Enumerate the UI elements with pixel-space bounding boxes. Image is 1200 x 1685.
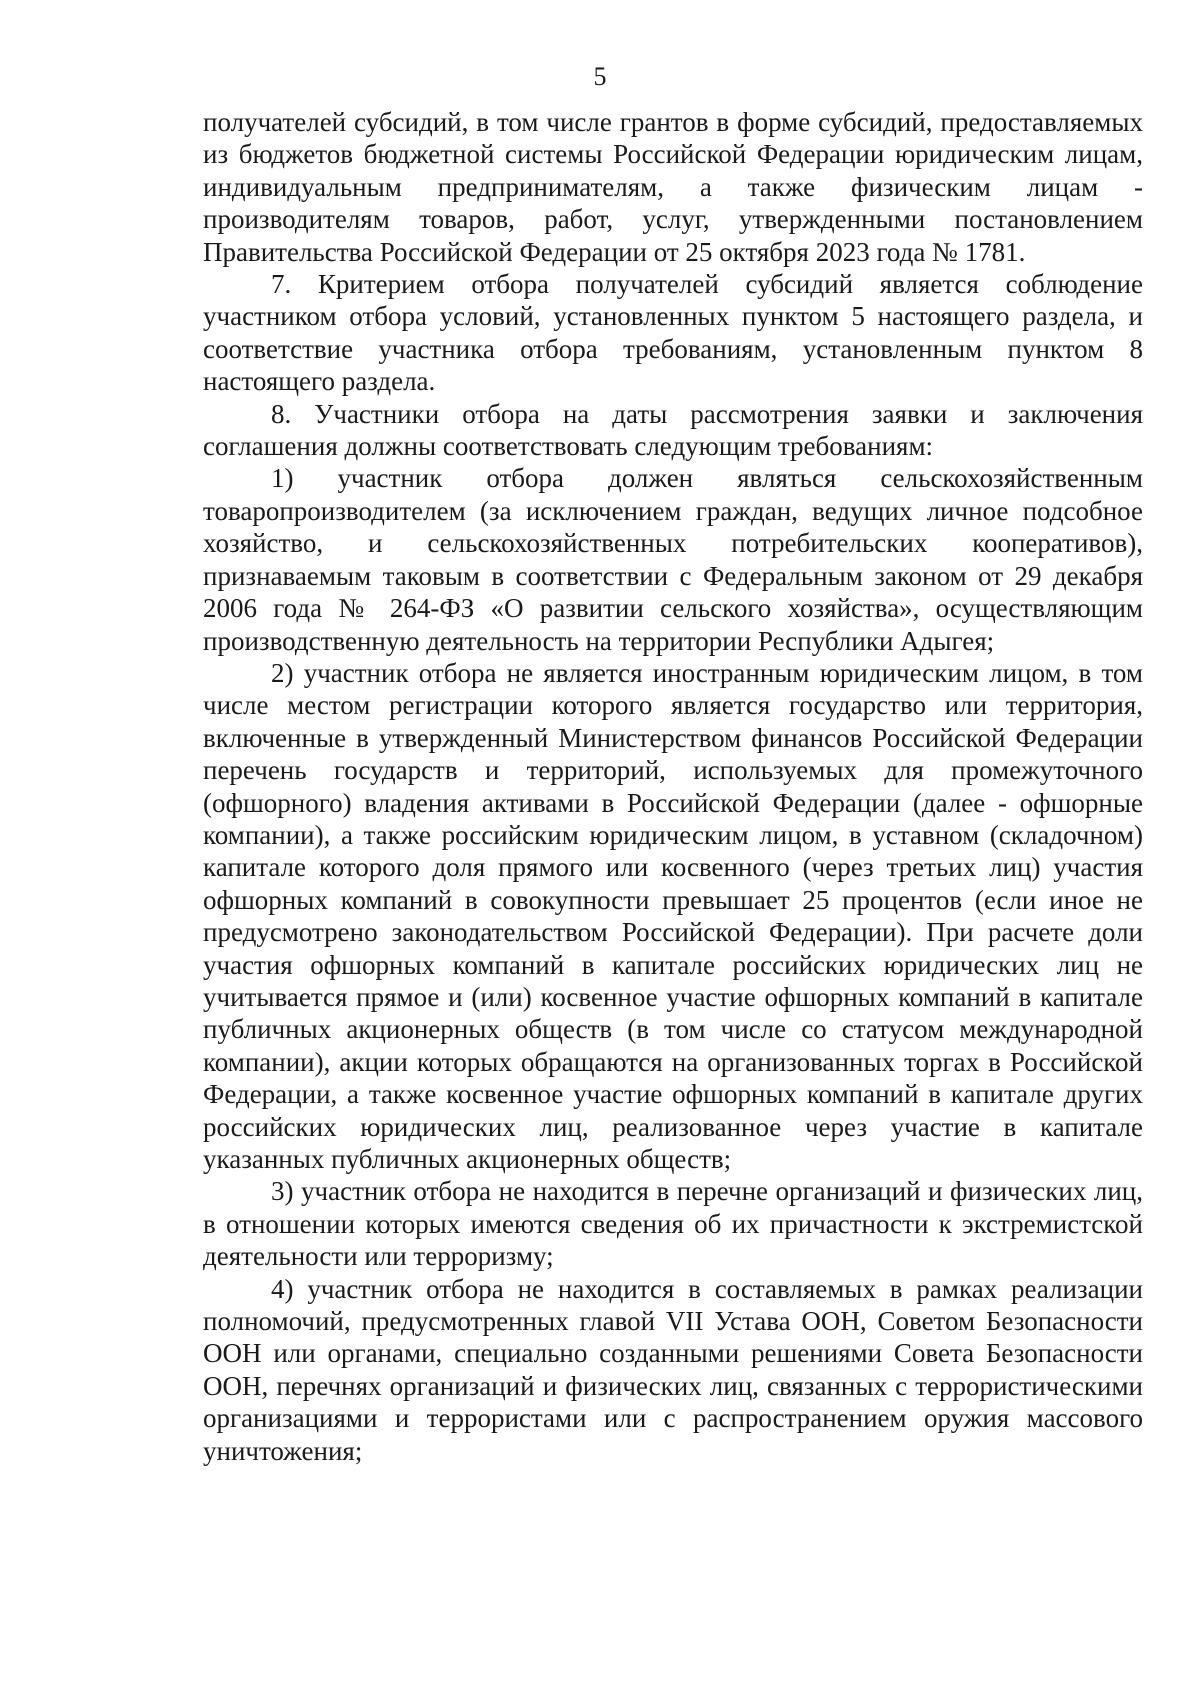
paragraph-item-8-1: 1) участник отбора должен являться сельскохозяйственным товаропроизводителем (за исключением граждан, ведущих личное подсобное хозяйство, и сельскохозяйственных потребительских кооперативов), признаваемым таковым в соответствии с Федеральным законом от 29 декабря 2006 года № 264-ФЗ «О развитии сельского хозяйства», осуществляющим производственную деятельность на территории Республики Адыгея; [203, 463, 1143, 656]
paragraph-item-8: 8. Участники отбора на даты рассмотрения заявки и заключения соглашения должны соответствовать следующим требованиям: [203, 398, 1143, 462]
paragraph-continuation: получателей субсидий, в том числе грантов в форме субсидий, предоставляемых из бюджетов бюджетной системы Российской Федерации юридическим лицам, индивидуальным предпринимателям, а также физическим лицам - производителям товаров, работ, услуг, утвержденными постановлением Правительства Российской Федерации от 25 октября 2023 года № 1781. [203, 107, 1143, 267]
paragraph-item-7: 7. Критерием отбора получателей субсидий является соблюдение участником отбора условий, установленных пунктом 5 настоящего раздела, и соответствие участника отбора требованиям, установленным пунктом 8 настоящего раздела. [203, 269, 1143, 397]
paragraph-item-8-3: 3) участник отбора не находится в перечне организаций и физических лиц, в отношении которых имеются сведения об их причастности к экстремистской деятельности или терроризму; [203, 1176, 1143, 1272]
document-body [203, 106, 1143, 1467]
page-number: 5 [593, 62, 607, 91]
paragraph-item-8-4: 4) участник отбора не находится в составляемых в рамках реализации полномочий, предусмотренных главой VII Устава ООН, Советом Безопасности ООН или органами, специально созданными решениями Совета Безопасности ООН, перечнях организаций и физических лиц, связанных с террористическими организациями и террористами или с распространением оружия массового уничтожения; [203, 1273, 1143, 1466]
paragraph-item-8-2: 2) участник отбора не является иностранным юридическим лицом, в том числе местом регистрации которого является государство или территория, включенные в утвержденный Министерством финансов Российской Федерации перечень государств и территорий, используемых для промежуточного (офшорного) владения активами в Российской Федерации (далее - офшорные компании), а также российским юридическим лицом, в уставном (складочном) капитале которого доля прямого или косвенного (через третьих лиц) участия офшорных компаний в совокупности превышает 25 процентов (если иное не предусмотрено законодательством Российской Федерации). При расчете доли участия офшорных компаний в капитале российских юридических лиц не учитывается прямое и (или) косвенное участие офшорных компаний в капитале публичных акционерных обществ (в том числе со статусом международной компании), акции которых обращаются на организованных торгах в Российской Федерации, а также косвенное участие офшорных компаний в капитале других российских юридических лиц, реализованное через участие в капитале указанных публичных акционерных обществ; [203, 657, 1143, 1174]
